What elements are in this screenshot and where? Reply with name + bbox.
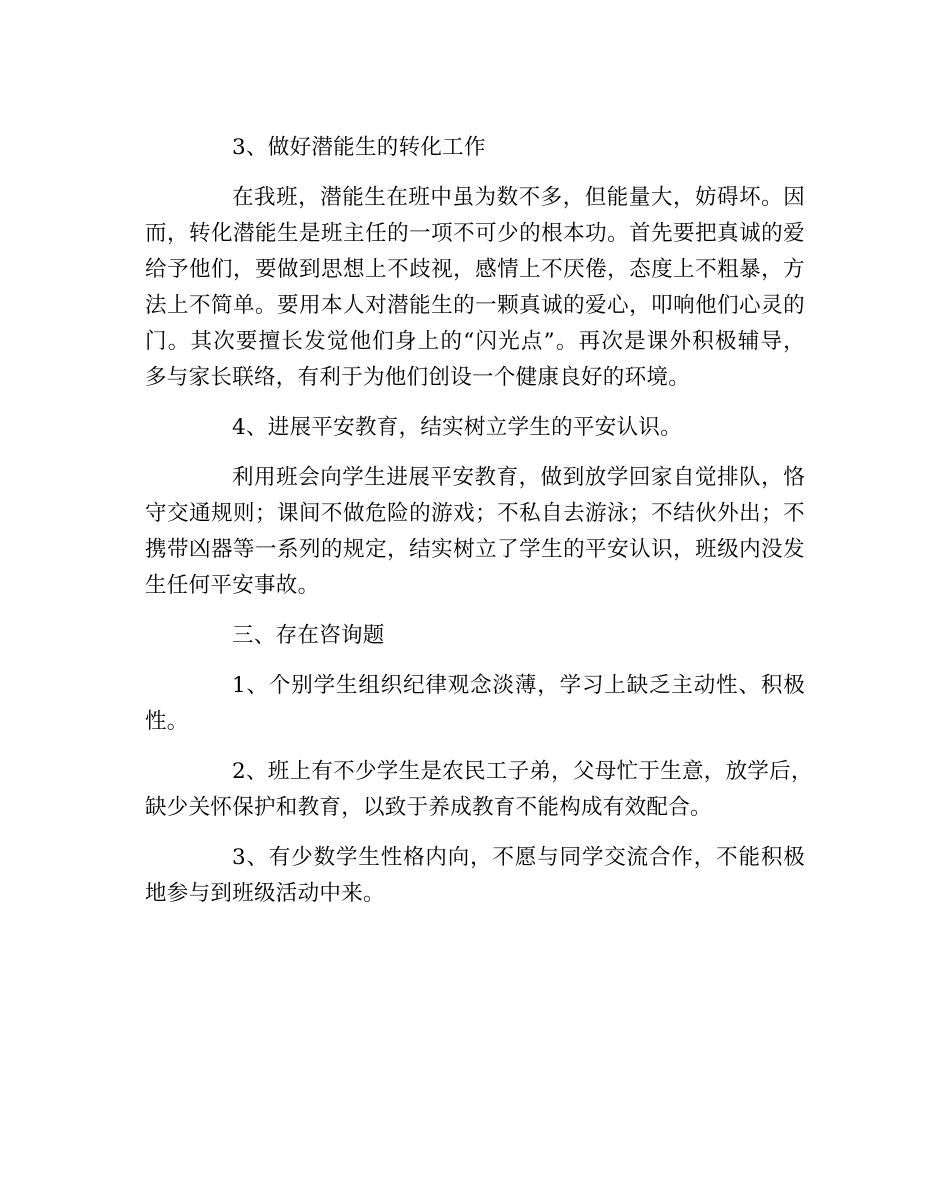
paragraph-safety-education	[145, 460, 805, 604]
text-line: 性。	[145, 709, 189, 734]
text-line: 门。其次要擅长发觉他们身上的“闪光点”。再次是课外积极辅导，	[145, 329, 805, 354]
document-body	[145, 130, 813, 926]
text-line: 利用班会向学生进展平安教育，做到放学回家自觉排队，恪	[232, 465, 805, 490]
text-line: 缺少关怀保护和教育，以致于养成教育不能构成有效配合。	[145, 795, 712, 820]
section-heading-3-underperformer-conversion: 3、做好潜能生的转化工作	[232, 135, 486, 160]
paragraph-problem-2	[145, 754, 813, 826]
text-line: 在我班，潜能生在班中虽为数不多，但能量大，妨碍坏。因	[232, 185, 805, 210]
paragraph-problem-1	[145, 668, 805, 740]
text-line: 法上不简单。要用本人对潜能生的一颗真诚的爱心，叩响他们心灵的	[145, 293, 805, 318]
section-heading-4-safety-education: 4、进展平安教育，结实树立学生的平安认识。	[232, 415, 682, 440]
text-line: 2、班上有不少学生是农民工子弟，父母忙于生意，放学后，	[232, 759, 813, 784]
text-line: 给予他们，要做到思想上不歧视，感情上不厌倦，态度上不粗暴，方	[145, 257, 805, 282]
text-line: 守交通规则；课间不做危险的游戏；不私自去游泳；不结伙外出；不	[145, 501, 805, 526]
text-line: 地参与到班级活动中来。	[145, 881, 385, 906]
paragraph-problem-3	[145, 840, 805, 912]
section-heading-existing-problems: 三、存在咨询题	[232, 623, 385, 648]
text-line: 携带凶器等一系列的规定，结实树立了学生的平安认识，班级内没发	[145, 537, 805, 562]
text-line: 3、有少数学生性格内向，不愿与同学交流合作，不能积极	[232, 845, 805, 870]
text-line: 1、个别学生组织纪律观念淡薄，学习上缺乏主动性、积极	[232, 673, 805, 698]
text-line: 多与家长联络，有利于为他们创设一个健康良好的环境。	[145, 365, 691, 390]
text-line: 而，转化潜能生是班主任的一项不可少的根本功。首先要把真诚的爱	[145, 221, 805, 246]
text-line: 生任何平安事故。	[145, 573, 320, 598]
paragraph-underperformer-conversion	[145, 180, 805, 396]
